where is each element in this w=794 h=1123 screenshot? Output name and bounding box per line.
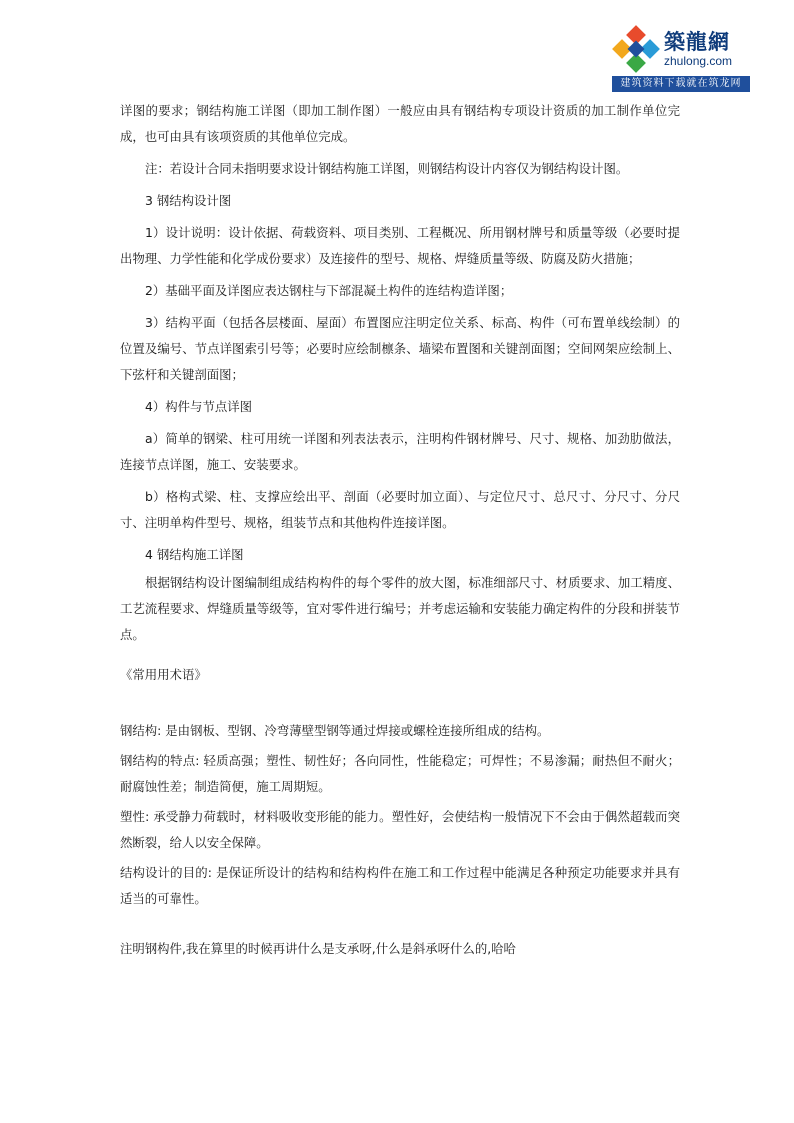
subsection-heading: 4）构件与节点详图 — [145, 399, 253, 414]
term-entry: 结构设计的目的: 是保证所设计的结构和结构构件在施工和工作过程中能满足各种预定功能要求并具有适当的可靠性。 — [120, 865, 680, 906]
note-paragraph: 注：若设计合同未指明要求设计钢结构施工详图，则钢结构设计内容仅为钢结构设计图。 — [145, 161, 629, 176]
section-heading: 3 钢结构设计图 — [145, 193, 232, 208]
glossary-title: 《常用用术语》 — [120, 667, 207, 682]
paragraph: 根据钢结构设计图编制组成结构构件的每个零件的放大图，标准细部尺寸、材质要求、加工精度、工艺流程要求、焊缝质量等级等，宜对零件进行编号；并考虑运输和安装能力确定构件的分段和拼装节点。 — [120, 575, 680, 642]
paragraph: 1）设计说明：设计依据、荷载资料、项目类别、工程概况、所用钢材牌号和质量等级（必要时提出物理、力学性能和化学成份要求）及连接件的型号、规格、焊缝质量等级、防腐及防火措施； — [120, 225, 680, 266]
logo-slogan: 建筑资料下载就在筑龙网 — [612, 76, 750, 92]
term-entry: 塑性: 承受静力荷载时，材料吸收变形能的能力。塑性好，会使结构一般情况下不会由于偶然超载而突然断裂，给人以安全保障。 — [120, 809, 680, 850]
paragraph: 2）基础平面及详图应表达钢柱与下部混凝土构件的连结构造详图； — [145, 283, 513, 298]
term-entry: 钢结构: 是由钢板、型钢、冷弯薄壁型钢等通过焊接或螺栓连接所组成的结构。 — [120, 723, 550, 738]
term-entry: 钢结构的特点: 轻质高强；塑性、韧性好；各向同性，性能稳定；可焊性；不易渗漏；耐热但不耐火；耐腐蚀性差；制造简便，施工周期短。 — [120, 753, 680, 794]
closing-remark: 注明钢构件,我在算里的时候再讲什么是支承呀,什么是斜承呀什么的,哈哈 — [120, 941, 516, 956]
paragraph: 3）结构平面（包括各层楼面、屋面）布置图应注明定位关系、标高、构件（可布置单线绘制）的位置及编号、节点详图索引号等；必要时应绘制檩条、墙梁布置图和关键剖面图；空间网架应绘制上、下弦杆和关键剖面图； — [120, 315, 680, 382]
paragraph: b）格构式梁、柱、支撑应绘出平、剖面（必要时加立面）、与定位尺寸、总尺寸、分尺寸、分尺寸、注明单构件型号、规格，组装节点和其他构件连接详图。 — [120, 489, 680, 530]
document-body — [120, 98, 680, 962]
paragraph: 详图的要求；钢结构施工详图（即加工制作图）一般应由具有钢结构专项设计资质的加工制作单位完成，也可由具有该项资质的其他单位完成。 — [120, 103, 680, 144]
logo-cn: 築龍網 — [664, 29, 730, 54]
section-heading: 4 钢结构施工详图 — [145, 547, 244, 562]
logo-mark-icon — [612, 25, 660, 73]
site-logo — [612, 24, 750, 96]
logo-en: zhulong.com — [664, 54, 733, 68]
paragraph: a）简单的钢梁、柱可用统一详图和列表法表示，注明构件钢材牌号、尺寸、规格、加劲肋做法，连接节点详图，施工、安装要求。 — [120, 431, 680, 472]
